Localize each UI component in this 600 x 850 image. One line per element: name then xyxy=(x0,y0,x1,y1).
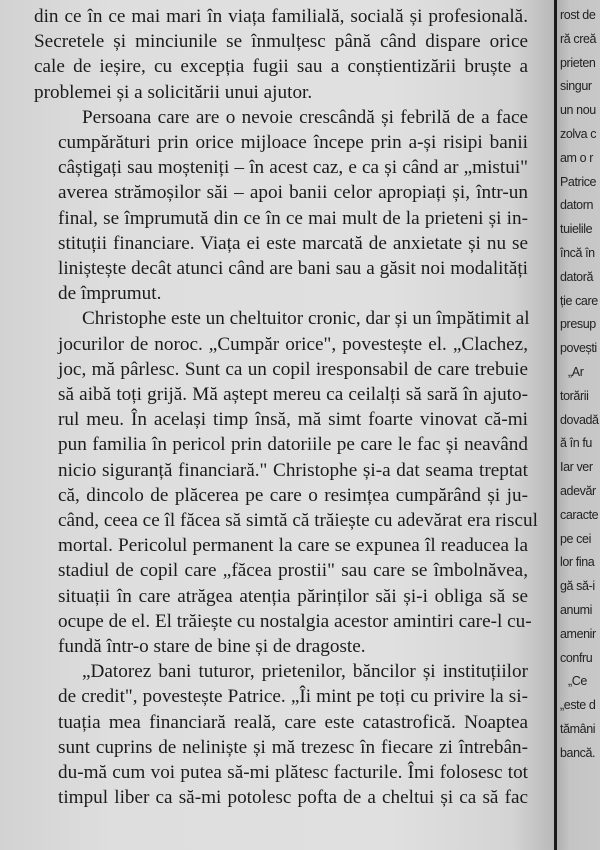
right-text-line: „este d xyxy=(560,698,596,713)
right-page-text xyxy=(560,4,599,766)
text-line: că, dincolo de plăcerea pe care o resimțea cumpărând și ju- xyxy=(58,484,528,506)
text-line: din ce în ce mai mari în viața familială, socială și profesională. xyxy=(34,6,528,27)
right-text-line: confru xyxy=(560,650,593,665)
right-text-line: amenir xyxy=(560,626,596,641)
right-text-line: dovadă xyxy=(560,412,599,427)
text-line: stituții financiare. Viața ei este marcată de anxietate și nu se xyxy=(58,232,528,254)
right-text-line: torării xyxy=(560,388,589,403)
paragraph-4 xyxy=(34,659,528,810)
text-line: jocurilor de noroc. „Cumpăr orice", povestește el. „Clachez, xyxy=(58,333,528,355)
right-text-line: zolva c xyxy=(560,126,597,141)
right-book-page-fragment xyxy=(557,0,600,850)
right-text-line: singur xyxy=(560,79,592,94)
right-text-line: prieten xyxy=(560,55,596,70)
text-line: du-mă cum voi putea să-mi plătesc facturile. Îmi folosesc tot xyxy=(58,762,528,784)
right-text-line: anumi xyxy=(560,602,593,617)
right-text-line: ră creă xyxy=(560,31,597,46)
text-line: pun familia în pericol prin datoriile pe care le fac și neavând xyxy=(58,434,528,456)
right-text-line: pe cei xyxy=(560,531,591,546)
text-line: problemei și a solicitării unui ajutor. xyxy=(34,81,313,103)
text-line: final, se împrumută din ce în ce mai mult de la prieteni și in- xyxy=(58,207,528,229)
right-text-line: am o r xyxy=(560,150,594,165)
text-line: averea strămoșilor săi – apoi banii celor apropiați și, într-un xyxy=(58,182,528,204)
right-text-line: gă să-i xyxy=(560,579,595,594)
right-text-line: presup xyxy=(560,317,596,332)
text-line: să aibă toți grijă. Mă aștept mereu ca ceilalți să sară în ajuto- xyxy=(58,384,528,406)
text-line: tuația mea financiară reală, care este catastrofică. Noaptea xyxy=(58,711,528,733)
text-line: de împrumut. xyxy=(58,283,162,305)
text-line: cumpărături prin orice mijloace începe prin a-și risipi banii xyxy=(58,132,528,154)
right-text-line: încă în xyxy=(560,245,595,260)
text-line: Secretele și minciunile se înmulțesc până când dispare orice xyxy=(34,31,528,53)
text-line: fundă într-o stare de bine și de dragoste. xyxy=(58,636,366,658)
right-text-line: ă în fu xyxy=(560,436,592,451)
right-text-line: tămâni xyxy=(560,721,596,736)
paragraph-2 xyxy=(34,105,528,307)
text-line: mortal. Pericolul permanent la care se expunea îl readucea la xyxy=(58,535,528,557)
page-text xyxy=(34,4,538,811)
text-line: câștigați sau moșteniți – în acest caz, e ca și când ar „mistui" xyxy=(58,157,528,179)
text-line: Persoana care are o nevoie crescândă și febrilă de a face xyxy=(82,106,528,128)
text-line: situații în care atrăgea atenția părinților săi și-i obliga să se xyxy=(58,585,528,607)
right-text-line: tuielile xyxy=(560,222,593,237)
paragraph-1 xyxy=(34,4,528,105)
right-text-line: datoră xyxy=(560,269,594,284)
right-text-line: Iar ver xyxy=(560,460,593,475)
text-line: stadiul de copil care „făcea prostii" sau care se îmbolnăvea, xyxy=(58,560,528,582)
text-line: ocupe de el. El trăiește cu nostalgia acestor amintiri care-l cu- xyxy=(58,610,532,632)
text-line: nicio siguranță financiară." Christophe și-a dat seama treptat xyxy=(58,459,528,481)
text-line: timpul liber ca să-mi potolesc pofta de a cheltui și ca să fac xyxy=(58,787,528,809)
right-text-line: rost de xyxy=(560,8,596,22)
right-text-line: lor fina xyxy=(560,555,595,570)
right-text-line: „Ce xyxy=(568,674,587,689)
text-line: rul meu. În același timp însă, mă simt foarte vinovat că-mi xyxy=(58,409,528,431)
right-text-line: Patrice xyxy=(560,174,597,189)
right-text-line: adevăr xyxy=(560,483,596,498)
right-text-line: „Ar xyxy=(568,364,584,379)
paragraph-3 xyxy=(34,306,538,659)
text-line: de credit", povestește Patrice. „Îi mint pe toți cu privire la si- xyxy=(58,686,528,708)
text-line: sunt cuprins de neliniște și mă trezesc în fiecare zi întrebân- xyxy=(58,736,528,758)
text-line: Christophe este un cheltuitor cronic, dar și un împătimit al xyxy=(82,308,530,330)
text-line: liniștește decât atunci când are bani sau a găsit noi modalități xyxy=(58,258,528,280)
right-text-line: un nou xyxy=(560,103,596,118)
right-text-line: ție care xyxy=(560,293,598,308)
right-text-line: datorn xyxy=(560,198,594,213)
right-text-line: caracte xyxy=(560,507,599,522)
text-line: când, ceea ce îl făcea să simtă că trăiește cu adevărat era riscul xyxy=(58,510,538,532)
text-line: cale de ieșire, cu excepția fugii sau a conștientizării bruște a xyxy=(34,56,528,78)
right-text-line: bancă. xyxy=(560,745,596,760)
text-line: joc, mă pârlesc. Sunt ca un copil iresponsabil de care trebuie xyxy=(58,358,528,380)
right-text-line: povești xyxy=(560,341,597,356)
text-line: „Datorez bani tuturor, prietenilor, băncilor și instituțiilor xyxy=(82,661,528,683)
